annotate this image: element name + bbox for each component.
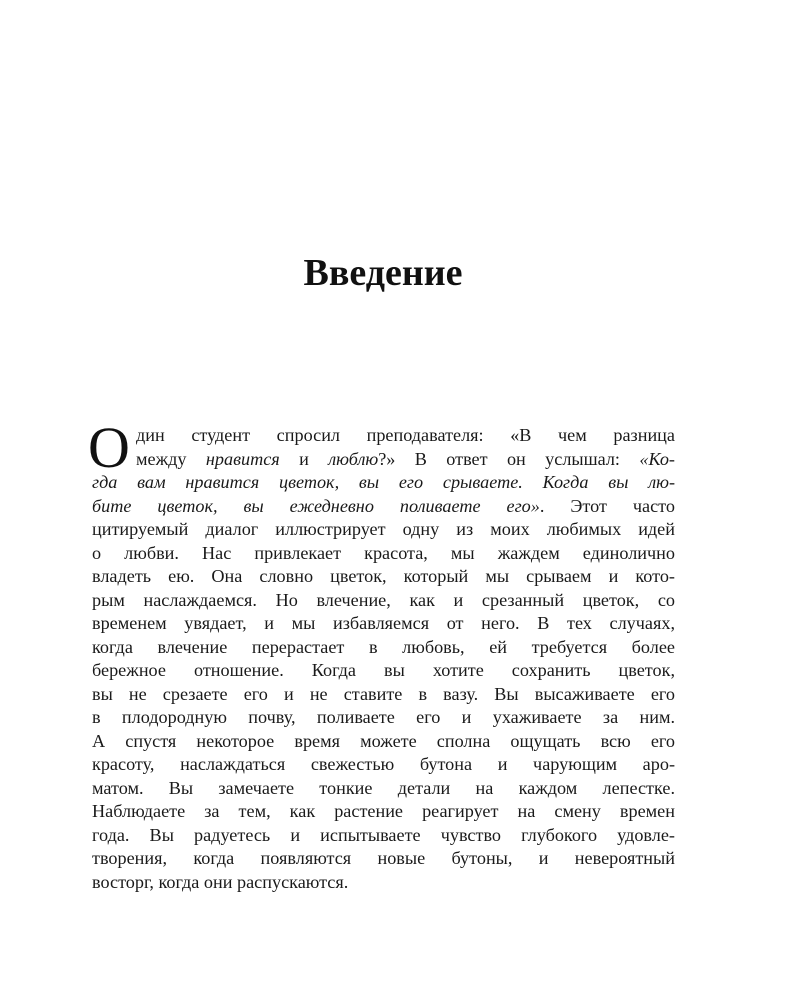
- body-paragraph: [88, 415, 675, 894]
- text-segment: А спустя некоторое время можете сполна ощущать всю его: [92, 730, 675, 751]
- text-line: [92, 612, 675, 636]
- text-segment: вы не срезаете его и не ставите в вазу. Вы высаживаете его: [92, 683, 675, 704]
- text-segment: Наблюдаете за тем, как растение реагирует на смену времен: [92, 801, 675, 821]
- text-line: [92, 542, 675, 566]
- text-line: [92, 495, 675, 519]
- text-segment: и: [279, 448, 329, 469]
- text-line: [92, 471, 675, 495]
- text-segment: матом. Вы замечаете тонкие детали на каждом лепестке.: [92, 777, 675, 798]
- text-segment: когда влечение перерастает в любовь, ей требуется более: [92, 636, 675, 657]
- text-line: [92, 448, 675, 472]
- text-line: [92, 683, 675, 707]
- text-line: [92, 777, 675, 801]
- text-line: [92, 706, 675, 730]
- text-line: [92, 753, 675, 777]
- italic-text: бите цветок, вы ежедневно поливаете его»: [92, 495, 540, 516]
- text-segment: восторг, когда они распускаются.: [92, 871, 349, 892]
- text-segment: временем увядает, и мы избавляемся от него. В тех случаях,: [92, 613, 675, 633]
- italic-text: «Ко-: [639, 448, 675, 469]
- text-segment: года. Вы радуетесь и испытываете чувство глубокого удовле-: [92, 824, 675, 845]
- text-segment: в плодородную почву, поливаете его и ухаживаете за ним.: [92, 707, 675, 727]
- text-segment: ?» В ответ он услышал:: [378, 448, 640, 469]
- text-segment: владеть ею. Она словно цветок, который мы срываем и кото-: [92, 566, 675, 586]
- chapter-heading: Введение: [303, 252, 463, 294]
- text-segment: между: [136, 448, 206, 469]
- text-line: [92, 424, 675, 448]
- drop-cap: О: [88, 415, 130, 480]
- text-line: [92, 871, 675, 895]
- italic-text: нравится: [205, 448, 280, 469]
- paragraph-lines: [92, 424, 675, 894]
- text-segment: рым наслаждаемся. Но влечение, как и срезанный цветок, со: [92, 589, 675, 610]
- italic-text: люблю: [328, 448, 379, 469]
- text-segment: бережное отношение. Когда вы хотите сохранить цветок,: [92, 660, 675, 680]
- text-segment: о любви. Нас привлекает красота, мы жаждем единолично: [92, 542, 675, 563]
- text-line: [92, 518, 675, 542]
- text-line: [92, 824, 675, 848]
- italic-text: гда вам нравится цветок, вы его срываете. Когда вы лю-: [92, 472, 675, 492]
- text-line: [92, 636, 675, 660]
- text-segment: цитируемый диалог иллюстрирует одну из моих любимых идей: [92, 519, 675, 539]
- text-segment: дин студент спросил преподавателя: «В чем разница: [136, 425, 675, 445]
- text-line: [92, 730, 675, 754]
- text-segment: . Этот часто: [539, 495, 675, 516]
- text-line: [92, 800, 675, 824]
- text-line: [92, 659, 675, 683]
- text-segment: красоту, наслаждаться свежестью бутона и чарующим аро-: [92, 754, 675, 774]
- text-segment: творения, когда появляются новые бутоны, и невероятный: [92, 848, 675, 868]
- text-line: [92, 847, 675, 871]
- text-line: [92, 565, 675, 589]
- text-line: [92, 589, 675, 613]
